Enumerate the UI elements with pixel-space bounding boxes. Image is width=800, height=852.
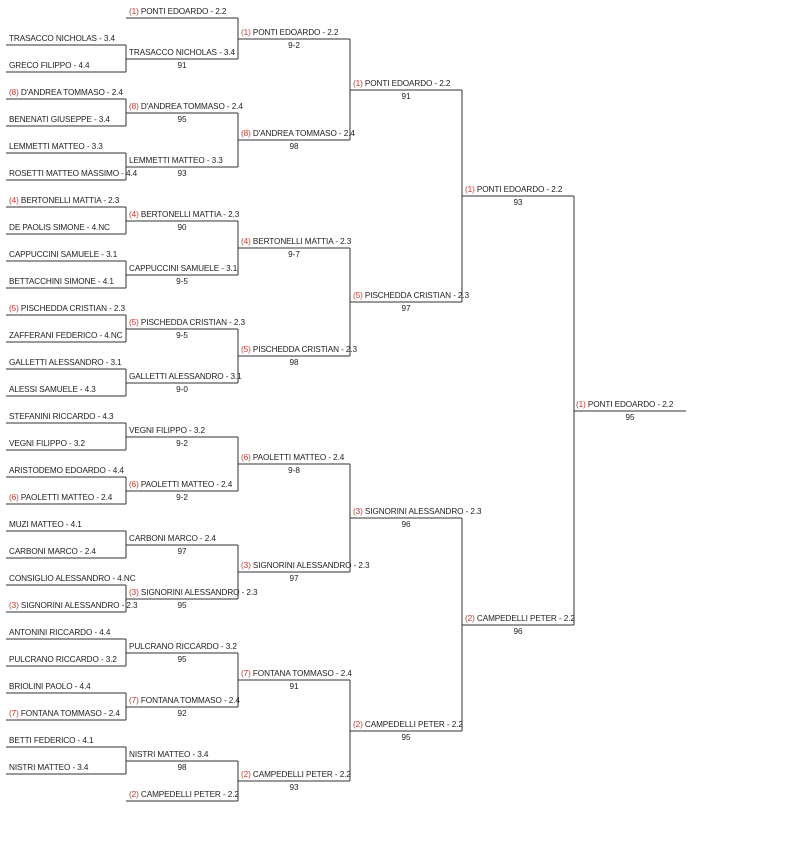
round3-player [241, 237, 351, 247]
player-name: D'ANDREA TOMMASO - 2.4 [140, 102, 243, 111]
entrant [9, 574, 136, 584]
entrant [9, 358, 122, 368]
seed-number: (8) [9, 88, 19, 97]
entrant [9, 439, 85, 449]
finalist [465, 185, 562, 195]
match-score: 98 [177, 763, 187, 772]
player-name: PONTI EDOARDO - 2.2 [587, 400, 674, 409]
round3-player [241, 669, 352, 679]
player-name: STEFANINI RICCARDO - 4.3 [9, 412, 114, 421]
seed-number: (3) [241, 561, 251, 570]
round2-player [129, 156, 223, 166]
player-name: CAMPEDELLI PETER - 2.2 [476, 614, 575, 623]
seed-number: (5) [9, 304, 19, 313]
entrant [9, 304, 125, 314]
player-name: SIGNORINI ALESSANDRO - 2.3 [252, 561, 370, 570]
seed-number: (7) [9, 709, 19, 718]
player-name: TRASACCO NICHOLAS - 3.4 [9, 34, 115, 43]
player-name: TRASACCO NICHOLAS - 3.4 [129, 48, 235, 57]
round3-player [241, 770, 351, 780]
player-name: FONTANA TOMMASO - 2.4 [140, 696, 240, 705]
round2-player [129, 48, 235, 58]
round2-player [129, 318, 245, 328]
player-name: BERTONELLI MATTIA - 2.3 [140, 210, 240, 219]
round2-player [129, 372, 242, 382]
player-name: BETTI FEDERICO - 4.1 [9, 736, 94, 745]
player-name: ZAFFERANI FEDERICO - 4.NC [9, 331, 123, 340]
player-name: GALLETTI ALESSANDRO - 3.1 [129, 372, 242, 381]
round2-player [129, 750, 208, 760]
semifinalist [353, 79, 450, 89]
round2-player [129, 534, 216, 544]
round2-player [129, 696, 240, 706]
player-name: SIGNORINI ALESSANDRO - 2.3 [20, 601, 138, 610]
seed-number: (6) [9, 493, 19, 502]
match-score: 95 [625, 413, 635, 422]
match-score: 92 [177, 709, 187, 718]
match-score: 9-7 [288, 250, 300, 259]
entrant [9, 223, 110, 233]
entrant [9, 763, 88, 773]
match-score: 97 [177, 547, 187, 556]
player-name: PONTI EDOARDO - 2.2 [364, 79, 451, 88]
match-score: 98 [289, 358, 299, 367]
entrant [9, 142, 103, 152]
seed-number: (3) [129, 588, 139, 597]
match-score: 95 [177, 655, 187, 664]
match-score: 9-8 [288, 466, 300, 475]
player-name: ARISTODEMO EDOARDO - 4.4 [9, 466, 124, 475]
player-name: VEGNI FILIPPO - 3.2 [9, 439, 85, 448]
entrant [9, 520, 82, 530]
match-score: 9-2 [176, 493, 188, 502]
player-name: CAMPEDELLI PETER - 2.2 [140, 790, 239, 799]
match-score: 96 [401, 520, 411, 529]
player-name: PAOLETTI MATTEO - 2.4 [252, 453, 345, 462]
match-score: 90 [177, 223, 187, 232]
player-name: DE PAOLIS SIMONE - 4.NC [9, 223, 110, 232]
round3-player [241, 129, 355, 139]
player-name: CAMPEDELLI PETER - 2.2 [252, 770, 351, 779]
entrant [9, 385, 96, 395]
round3-player [241, 28, 338, 38]
entrant [9, 628, 110, 638]
match-score: 91 [289, 682, 299, 691]
round2-player [129, 7, 226, 17]
semifinalist [353, 291, 469, 301]
tournament-winner [576, 400, 673, 410]
player-name: PAOLETTI MATTEO - 2.4 [20, 493, 113, 502]
seed-number: (2) [129, 790, 139, 799]
round2-player [129, 426, 205, 436]
round3-player [241, 561, 370, 571]
seed-number: (1) [129, 7, 139, 16]
seed-number: (3) [9, 601, 19, 610]
seed-number: (1) [353, 79, 363, 88]
seed-number: (2) [241, 770, 251, 779]
player-name: PULCRANO RICCARDO - 3.2 [9, 655, 117, 664]
match-score: 97 [289, 574, 299, 583]
seed-number: (5) [129, 318, 139, 327]
match-score: 97 [401, 304, 411, 313]
player-name: SIGNORINI ALESSANDRO - 2.3 [364, 507, 482, 516]
match-score: 95 [177, 115, 187, 124]
round3-player [241, 453, 344, 463]
player-name: PONTI EDOARDO - 2.2 [252, 28, 339, 37]
seed-number: (5) [241, 345, 251, 354]
player-name: PISCHEDDA CRISTIAN - 2.3 [20, 304, 125, 313]
player-name: FONTANA TOMMASO - 2.4 [20, 709, 120, 718]
finalist [465, 614, 575, 624]
seed-number: (3) [353, 507, 363, 516]
match-score: 9-2 [176, 439, 188, 448]
player-name: GALLETTI ALESSANDRO - 3.1 [9, 358, 122, 367]
player-name: BERTONELLI MATTIA - 2.3 [252, 237, 352, 246]
match-score: 91 [177, 61, 187, 70]
player-name: FONTANA TOMMASO - 2.4 [252, 669, 352, 678]
entrant [9, 709, 120, 719]
entrant [9, 466, 124, 476]
player-name: BENENATI GIUSEPPE - 3.4 [9, 115, 110, 124]
entrant [9, 196, 119, 206]
player-name: CARBONI MARCO - 2.4 [9, 547, 96, 556]
match-score: 98 [289, 142, 299, 151]
player-name: CONSIGLIO ALESSANDRO - 4.NC [9, 574, 136, 583]
seed-number: (6) [129, 480, 139, 489]
entrant [9, 331, 123, 341]
round2-player [129, 102, 243, 112]
player-name: GRECO FILIPPO - 4.4 [9, 61, 90, 70]
entrant [9, 736, 93, 746]
round3-player [241, 345, 357, 355]
semifinalist [353, 507, 482, 517]
player-name: ANTONINI RICCARDO - 4.4 [9, 628, 111, 637]
seed-number: (6) [241, 453, 251, 462]
round2-player [129, 210, 239, 220]
seed-number: (1) [465, 185, 475, 194]
seed-number: (4) [129, 210, 139, 219]
player-name: LEMMETTI MATTEO - 3.3 [129, 156, 223, 165]
seed-number: (1) [241, 28, 251, 37]
match-score: 95 [401, 733, 411, 742]
seed-number: (4) [241, 237, 251, 246]
player-name: NISTRI MATTEO - 3.4 [129, 750, 209, 759]
match-score: 9-5 [176, 277, 188, 286]
entrant [9, 34, 115, 44]
entrant [9, 277, 114, 287]
round2-player [129, 642, 237, 652]
match-score: 93 [289, 783, 299, 792]
match-score: 91 [401, 92, 411, 101]
player-name: ALESSI SAMUELE - 4.3 [9, 385, 96, 394]
entrant [9, 115, 110, 125]
seed-number: (4) [9, 196, 19, 205]
player-name: LEMMETTI MATTEO - 3.3 [9, 142, 103, 151]
match-score: 96 [513, 627, 523, 636]
player-name: CAPPUCCINI SAMUELE - 3.1 [129, 264, 238, 273]
player-name: BRIOLINI PAOLO - 4.4 [9, 682, 91, 691]
seed-number: (2) [353, 720, 363, 729]
match-score: 93 [177, 169, 187, 178]
round2-player [129, 480, 232, 490]
seed-number: (8) [241, 129, 251, 138]
player-name: D'ANDREA TOMMASO - 2.4 [20, 88, 123, 97]
player-name: SIGNORINI ALESSANDRO - 2.3 [140, 588, 258, 597]
entrant [9, 61, 89, 71]
entrant [9, 655, 117, 665]
player-name: VEGNI FILIPPO - 3.2 [129, 426, 205, 435]
player-name: CARBONI MARCO - 2.4 [129, 534, 216, 543]
entrant [9, 547, 96, 557]
semifinalist [353, 720, 463, 730]
player-name: CAMPEDELLI PETER - 2.2 [364, 720, 463, 729]
round2-player [129, 588, 258, 598]
player-name: PULCRANO RICCARDO - 3.2 [129, 642, 237, 651]
entrant [9, 601, 138, 611]
entrant [9, 169, 137, 179]
round2-player [129, 264, 237, 274]
player-name: PONTI EDOARDO - 2.2 [140, 7, 227, 16]
entrant [9, 250, 117, 260]
player-name: PONTI EDOARDO - 2.2 [476, 185, 563, 194]
player-name: PISCHEDDA CRISTIAN - 2.3 [252, 345, 357, 354]
seed-number: (7) [241, 669, 251, 678]
match-score: 95 [177, 601, 187, 610]
player-name: NISTRI MATTEO - 3.4 [9, 763, 89, 772]
player-name: BERTONELLI MATTIA - 2.3 [20, 196, 120, 205]
seed-number: (7) [129, 696, 139, 705]
player-name: PAOLETTI MATTEO - 2.4 [140, 480, 233, 489]
player-name: CAPPUCCINI SAMUELE - 3.1 [9, 250, 118, 259]
player-name: MUZI MATTEO - 4.1 [9, 520, 82, 529]
player-name: ROSETTI MATTEO MASSIMO - 4.4 [9, 169, 138, 178]
seed-number: (8) [129, 102, 139, 111]
player-name: PISCHEDDA CRISTIAN - 2.3 [140, 318, 245, 327]
entrant [9, 412, 114, 422]
entrant [9, 88, 123, 98]
round2-player [129, 790, 239, 800]
match-score: 93 [513, 198, 523, 207]
player-name: PISCHEDDA CRISTIAN - 2.3 [364, 291, 469, 300]
entrant [9, 493, 112, 503]
match-score: 9-5 [176, 331, 188, 340]
entrant [9, 682, 91, 692]
match-score: 9-2 [288, 41, 300, 50]
player-name: D'ANDREA TOMMASO - 2.4 [252, 129, 355, 138]
seed-number: (2) [465, 614, 475, 623]
seed-number: (1) [576, 400, 586, 409]
match-score: 9-0 [176, 385, 188, 394]
seed-number: (5) [353, 291, 363, 300]
player-name: BETTACCHINI SIMONE - 4.1 [9, 277, 114, 286]
